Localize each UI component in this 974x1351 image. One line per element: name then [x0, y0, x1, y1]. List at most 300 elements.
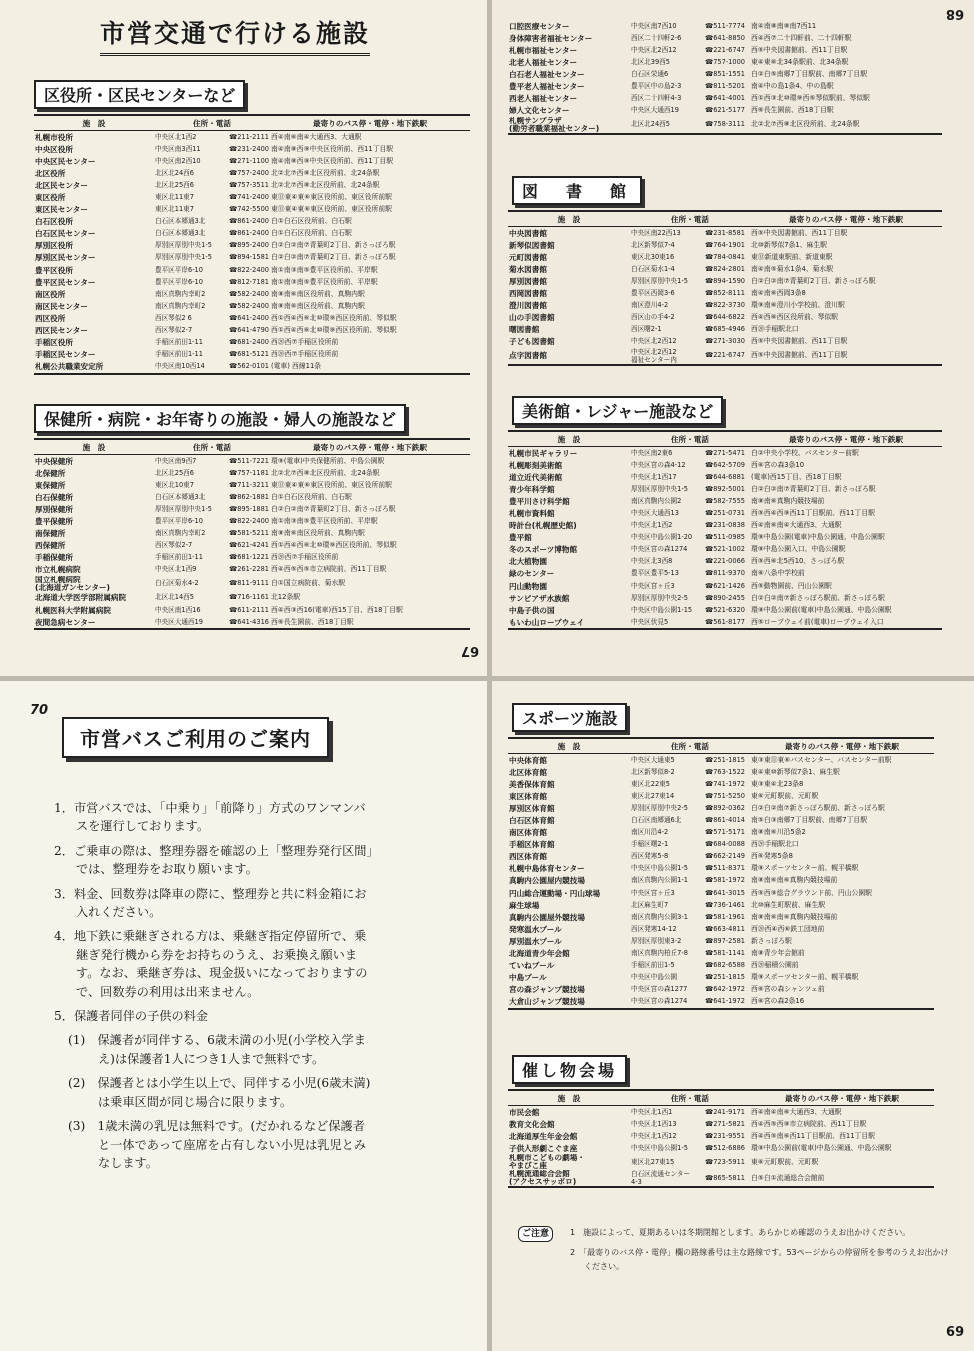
nearest-stops: 西⑤動物園前、円山公園駅 [751, 581, 832, 590]
guide-title: 市営バスご利用のご案内 [62, 717, 329, 758]
col-station: 最寄りのバス停・電停・地下鉄駅 [270, 115, 470, 131]
phone: ☎251-1815 [705, 973, 745, 982]
col-address: 住所・電話 [154, 439, 270, 455]
phone: ☎261-2281 [229, 565, 269, 574]
table-row [508, 972, 934, 984]
address: 厚別区厚別中央1-5 [631, 484, 688, 493]
phone: ☎681-5121 [229, 350, 269, 359]
phone: ☎892-5001 [705, 484, 745, 493]
address: 北区北24西6 [155, 168, 194, 177]
facility-name: 白石保健所 [35, 492, 73, 502]
table-row [508, 935, 934, 947]
facility-name: 西区役所 [35, 313, 66, 323]
facility-table [508, 1089, 934, 1188]
facility-name: 時計台(札幌歴史館) [509, 521, 577, 531]
address: 西区二十四軒4-3 [631, 94, 682, 103]
nearest-stops: 南①南③南⑤豊平区役所前、平岸駅 [271, 277, 378, 286]
address: 南区真駒内柏丘7-8 [631, 949, 688, 958]
nearest-stops: 北②北⑦西⑧北区役所前、北24条駅 [271, 468, 380, 477]
table-row [508, 580, 942, 592]
nearest-stops: 環⑨(電車)中央保健所前、中島公園駅 [271, 456, 385, 465]
address: 中央区大通西19 [154, 616, 228, 629]
nearest-stops: 北12条駅 [271, 593, 301, 602]
address: 南区真駒内公園3-1 [631, 912, 688, 921]
nearest-stops: 南⑧南⑥南区役所前、真駒内駅 [271, 289, 365, 298]
address: 中央区宮の森1274 [631, 545, 688, 554]
facility-name: 豊平老人福祉センター [509, 82, 585, 92]
address: 中央区南7西10 [631, 21, 677, 30]
nearest-stops: 東⑪新道東駅前、新道東駅 [751, 252, 833, 261]
table-row [508, 948, 934, 960]
phone: ☎221-6747 [705, 45, 745, 54]
phone: ☎741-1972 [705, 779, 745, 788]
table-row [508, 495, 942, 507]
guide-item: 5．保護者同伴の子供の料金 [54, 1009, 209, 1024]
phone: ☎521-1002 [705, 545, 745, 554]
nearest-stops: 東④東⑥北34条駅前、北34条駅 [751, 57, 849, 66]
facility-name: 山の手図書館 [509, 313, 555, 323]
phone: ☎663-4811 [705, 924, 745, 933]
address: 豊平区平岸6-10 [155, 517, 203, 526]
table-row [508, 336, 942, 348]
phone: ☎681-2400 [229, 338, 269, 347]
nearest-stops: 南⑧青少年会館前 [751, 949, 805, 958]
table-header [34, 439, 470, 455]
address: 北区麻生町7 [631, 900, 669, 909]
address: 中央区中島公園 [631, 973, 678, 982]
facility-table [508, 430, 942, 630]
section-welfare [492, 14, 974, 135]
table-row [508, 568, 942, 580]
phone: ☎822-3730 [705, 301, 745, 310]
facility-name: 札幌市こどもの劇場・ やまびこ座 [509, 1154, 585, 1171]
table-row [508, 20, 942, 32]
table-row [508, 899, 934, 911]
col-address: 住所・電話 [630, 1090, 750, 1106]
address: 中央区南10西14 [154, 361, 228, 374]
address: 北区北25西6 [155, 180, 194, 189]
table-row [508, 483, 942, 495]
phone: ☎751-5250 [705, 791, 745, 800]
phone: ☎784-0841 [705, 252, 745, 261]
address: 白石区本郷通3北 [155, 217, 206, 226]
table-row [508, 790, 934, 802]
phone: ☎251-0731 [705, 509, 745, 518]
phone: ☎241-9171 [705, 1107, 745, 1116]
nearest-stops: 西⑤西⑨総合グラウンド前、円山公園駅 [751, 888, 872, 897]
nearest-stops: 白②白②南⑦青葉町2丁目、新さっぽろ駅 [271, 241, 396, 250]
table-row [34, 361, 470, 374]
phone: ☎581-1972 [705, 876, 745, 885]
address: 白石区本郷通3北 [155, 229, 206, 238]
table-row [508, 312, 942, 324]
table-row [34, 528, 470, 540]
col-station: 最寄りのバス停・電停・地下鉄駅 [750, 431, 942, 447]
phone: ☎736-1461 [705, 900, 745, 909]
phone: ☎642-1972 [705, 985, 745, 994]
address: 白石区菊水4-2 [155, 579, 199, 588]
facility-name: 中央体育館 [509, 755, 547, 765]
table-row [508, 592, 942, 604]
table-row [508, 802, 934, 814]
phone: ☎571-5171 [705, 828, 745, 837]
address: 手稲区前田1-11 [155, 350, 203, 359]
facility-table [508, 20, 942, 135]
page-number: 70 [30, 703, 49, 718]
nearest-stops: 西⑳手稲駅北口 [751, 325, 799, 334]
phone: ☎521-6320 [705, 605, 745, 614]
notice [518, 1226, 950, 1280]
nearest-stops: 東③東⑪東⑥バスセンター、バスセンター前駅 [751, 755, 892, 764]
nearest-stops: 南④中の島1条4、中の島駅 [751, 82, 834, 91]
address: 中央区中島公園1-15 [631, 605, 693, 614]
phone: ☎641-4790 [229, 326, 269, 335]
phone: ☎511-0985 [705, 533, 745, 542]
col-station: 最寄りのバス停・電停・地下鉄駅 [750, 738, 934, 754]
address: 中央区中島公園1-20 [631, 533, 693, 542]
address: 中央区宮の森1274 [630, 996, 704, 1009]
col-address: 住所・電話 [154, 115, 270, 131]
facility-name: 厚別保健所 [35, 504, 73, 514]
facility-name: 手稲区民センター [35, 350, 96, 360]
table-row [508, 93, 942, 105]
table-header [34, 115, 470, 131]
phone: ☎641-1972 [704, 996, 750, 1009]
facility-name: 東区体育館 [509, 791, 547, 801]
col-facility: 施 設 [508, 211, 630, 227]
phone: ☎231-9551 [705, 1131, 745, 1140]
address: 南区真駒内幸町2 [155, 289, 206, 298]
phone: ☎582-7555 [705, 496, 745, 505]
notice-item: 1 施設によって、夏期あるいは冬期閉館とします。あらかじめ確認のうえお出かけください。 [570, 1228, 911, 1237]
nearest-stops: 北②北⑦西⑧北区役所前、北24条駅 [750, 117, 942, 134]
page-bottom-left [0, 681, 487, 1351]
guide-text [54, 799, 374, 1178]
facility-name: 発寒温水プール [509, 924, 562, 934]
nearest-stops: 東⑥元町駅前、元町駅 [751, 791, 819, 800]
facility-name: 厚別区民センター [35, 253, 96, 263]
notice-label: ご注意 [518, 1226, 553, 1242]
facility-name: 中島子供の国 [509, 605, 555, 615]
table-header [508, 431, 942, 447]
facility-name: 夜間急病センター [34, 616, 154, 629]
nearest-stops: 南⑧南⑥南⑥真駒内競技場前 [751, 876, 838, 885]
address: 中央区大通西19 [631, 106, 679, 115]
table-row [34, 155, 470, 167]
address: 豊平区平岸6-10 [155, 277, 203, 286]
table-row [34, 288, 470, 300]
address: 東区北22東5 [631, 779, 670, 788]
phone: ☎581-1961 [705, 912, 745, 921]
page-top-left [0, 0, 487, 676]
phone: ☎641-8850 [705, 33, 745, 42]
page-bottom-right [492, 681, 974, 1351]
section-title: 保健所・病院・お年寄りの施設・婦人の施設など [34, 404, 406, 433]
address: 厚別区厚別東3-2 [631, 936, 682, 945]
table-row [508, 766, 934, 778]
table-row [34, 540, 470, 552]
address: 中央区大通東5 [631, 755, 675, 764]
address: 中央区南2西10 [155, 156, 201, 165]
phone: ☎742-5500 [229, 205, 269, 214]
nearest-stops: 環⑨中島公園入口、中島公園駅 [751, 545, 846, 554]
phone: ☎852-8111 [705, 289, 745, 298]
phone: ☎764-1901 [705, 240, 745, 249]
table-row [34, 592, 470, 604]
phone: ☎861-2400 [229, 229, 269, 238]
facility-name: 札幌市福祉センター [509, 45, 578, 55]
address: 北区北14西5 [155, 593, 194, 602]
table-row [508, 239, 942, 251]
facility-name: 北老人福祉センター [509, 57, 578, 67]
section-ward-offices [0, 80, 487, 375]
nearest-stops: 環⑨南⑥澄川小学校前、澄川駅 [751, 301, 845, 310]
facility-name: 中央区役所 [35, 144, 73, 154]
phone: ☎642-5709 [705, 460, 745, 469]
col-station: 最寄りのバス停・電停・地下鉄駅 [750, 211, 942, 227]
address: 中央区北1西9 [155, 565, 197, 574]
facility-name: 札幌中島体育センター [509, 864, 585, 874]
section-title: 催し物会場 [512, 1055, 627, 1084]
facility-table [508, 737, 934, 1010]
nearest-stops: 新さっぽろ駅 [751, 936, 792, 945]
nearest-stops: 西⑥長生園前、西18丁目駅 [751, 106, 834, 115]
address: 中央区北3西8 [631, 557, 673, 566]
phone: ☎890-2455 [705, 593, 745, 602]
facility-name: 南区体育館 [509, 828, 547, 838]
table-row [508, 263, 942, 275]
nearest-stops: 南④南⑤菊水1条4、菊水駅 [751, 264, 834, 273]
table-row [34, 349, 470, 361]
col-address: 住所・電話 [630, 211, 750, 227]
address: 厚別区厚別中央1-5 [155, 253, 212, 262]
table-row [508, 275, 942, 287]
nearest-stops: 西⑤西④西⑨西11丁目駅前、西11丁目駅 [751, 509, 875, 518]
section-sports [492, 703, 974, 1010]
table-row [508, 875, 934, 887]
nearest-stops: 東⑥元町駅前、元町駅 [751, 1157, 819, 1166]
nearest-stops: 白②白⑤南郷7丁目駅前、南郷7丁目駅 [751, 69, 867, 78]
table-row [34, 455, 470, 468]
col-station: 最寄りのバス停・電停・地下鉄駅 [270, 439, 470, 455]
phone: ☎685-4946 [705, 325, 745, 334]
facility-name: 澄川図書館 [509, 301, 547, 311]
address: 中央区南1西16 [155, 605, 201, 614]
facility-name: 中央図書館 [509, 228, 547, 238]
table-row [508, 911, 934, 923]
phone: ☎811-9111 [229, 579, 269, 588]
table-row [34, 467, 470, 479]
facility-name: 札幌サンプラザ (勤労者職業福祉センター) [508, 117, 630, 134]
facility-name: 北区民センター [35, 180, 88, 190]
address: 中央区中島公園1-5 [631, 1143, 688, 1152]
facility-table [508, 210, 942, 366]
address: 北区北25西6 [155, 468, 194, 477]
table-row [34, 252, 470, 264]
facility-name: 西区民センター [35, 326, 88, 336]
nearest-stops: (電車)西15丁目、西18丁目駅 [751, 472, 842, 481]
address: 厚別区厚別中央1-5 [631, 276, 688, 285]
col-facility: 施 設 [34, 115, 154, 131]
nearest-stops: 環⑨中島公園前(電車)中島公園通、中島公園駅 [751, 605, 892, 614]
nearest-stops: 南⑧南⑥南⑥真駒内競技場前 [751, 912, 838, 921]
address: 手稲区前田1-5 [631, 961, 675, 970]
address: 中央区宮の森4-12 [631, 460, 686, 469]
table-row [508, 227, 942, 240]
facility-name: 真駒内公園屋内競技場 [509, 876, 585, 886]
phone: ☎271-1100 [229, 156, 269, 165]
nearest-stops: 西①西④西⑥北⑩環⑨西区役所前、琴似駅 [271, 313, 397, 322]
nearest-stops: 南⑥八条中学校前 [751, 569, 805, 578]
phone: ☎582-2400 [229, 301, 269, 310]
phone: ☎231-8581 [705, 228, 745, 237]
table-row [34, 179, 470, 191]
address: 中央区伏見5 [630, 616, 704, 629]
col-facility: 施 設 [508, 1090, 630, 1106]
facility-name: 豊平川さけ科学館 [509, 496, 570, 506]
table-row [34, 616, 470, 629]
address: 西区曙2-1 [631, 325, 662, 334]
facility-name: 北海道厚生年金会館 [509, 1131, 578, 1141]
nearest-stops: 白②白②南⑦青葉町2丁目、新さっぽろ駅 [271, 253, 396, 262]
table-row [508, 1154, 934, 1170]
table-row [34, 143, 470, 155]
phone: ☎621-4241 [229, 541, 269, 550]
phone: ☎682-6588 [705, 961, 745, 970]
facility-name: 厚別図書館 [509, 276, 547, 286]
table-row [34, 515, 470, 527]
facility-name: 豊平区役所 [35, 265, 73, 275]
address: 北区新琴似7-4 [631, 240, 675, 249]
facility-name: サンピアザ水族館 [509, 593, 570, 603]
facility-name: 冬のスポーツ博物館 [509, 545, 578, 555]
table-row [508, 44, 942, 56]
address: 中央区南3西11 [155, 144, 201, 153]
table-row [34, 228, 470, 240]
facility-name: ていねプール [509, 961, 555, 971]
nearest-stops: 白②白②南⑦青葉町2丁目、新さっぽろ駅 [751, 484, 876, 493]
nearest-stops: 西⑤中央図書館前、西11丁目駅 [751, 337, 848, 346]
table-row [508, 507, 942, 519]
address: 西区発寒5-8 [631, 852, 669, 861]
phone: ☎811-9370 [705, 569, 745, 578]
table-row [34, 312, 470, 324]
nearest-stops: 西⑤ロープウェイ前(電車)ロープウェイ入口 [750, 616, 942, 629]
phone: ☎211-2111 [229, 132, 269, 141]
col-facility: 施 設 [508, 431, 630, 447]
page-title: 市営交通で行ける施設 [100, 14, 370, 56]
table-row [508, 839, 934, 851]
facility-name: 中央保健所 [35, 456, 73, 466]
nearest-stops: 西⑳西⑦手稲区役所前 [271, 553, 339, 562]
table-row [34, 191, 470, 203]
facility-name: 点字図書館 [508, 348, 630, 365]
nearest-stops: 西①西④西⑥北⑩環⑨西区役所前、琴似駅 [271, 326, 397, 335]
nearest-stops: 西④西⑥西区役所前、琴似駅 [751, 313, 838, 322]
table-row [508, 324, 942, 336]
facility-name: 青少年科学館 [509, 484, 555, 494]
col-facility: 施 設 [34, 439, 154, 455]
facility-name: 教育文化会館 [509, 1119, 555, 1129]
address: 中央区北2西12 [631, 45, 677, 54]
facility-name: 南区役所 [35, 289, 66, 299]
phone: ☎221-6747 [704, 348, 750, 365]
table-row [34, 604, 470, 616]
section-health [0, 404, 487, 630]
guide-item: 1．市営バスでは、「中乗り」「前降り」方式のワンマンバスを運行しております。 [54, 801, 366, 834]
address: 豊平区西岡3-6 [631, 289, 675, 298]
nearest-stops: 西④西⑤西⑤市立病院前、西11丁目駅 [271, 565, 387, 574]
phone: ☎757-3511 [229, 180, 269, 189]
phone: ☎641-2400 [229, 313, 269, 322]
address: 西区琴似2-7 [155, 326, 193, 335]
table-row [508, 520, 942, 532]
address: 手稲区前田1-11 [155, 553, 203, 562]
guide-subitem: (3) 1歳未満の乳児は無料です。(だかれるなど保護者と一体であって座席を占有しない小児は乳児とみなします。 [68, 1119, 367, 1170]
nearest-stops: 西⑥宮の森2条16 [750, 996, 934, 1009]
facility-name: 東保健所 [35, 480, 66, 490]
nearest-stops: 南④南⑧南⑧南7西11 [751, 21, 817, 30]
facility-name: 手稲保健所 [35, 553, 73, 563]
table-row [508, 1142, 934, 1154]
facility-name: 白石区民センター [35, 229, 96, 239]
phone: ☎511-7774 [705, 21, 745, 30]
facility-name: 豊平区民センター [35, 277, 96, 287]
phone: ☎757-1181 [229, 468, 269, 477]
address: 西区発寒14-12 [631, 924, 677, 933]
phone: ☎581-1141 [705, 949, 745, 958]
table-header [508, 1090, 934, 1106]
address: 豊平区平岸6-10 [155, 265, 203, 274]
section-event-venues [492, 1055, 974, 1188]
address: 厚別区厚別中央2-5 [631, 803, 688, 812]
section-title: 区役所・区民センターなど [34, 80, 245, 109]
phone: ☎824-2801 [705, 264, 745, 273]
address: 北区北39西5 [631, 57, 670, 66]
facility-name: 元町図書館 [509, 252, 547, 262]
table-row [508, 251, 942, 263]
guide-subitem: (2) 保護者とは小学生以上で、同伴する小児(6歳未満)は乗車区間が同じ場合に限ります。 [68, 1076, 371, 1109]
table-row [508, 616, 942, 629]
facility-name: 厚別温水プール [509, 936, 562, 946]
nearest-stops: 白②白②南⑦青葉町2丁目、新さっぽろ駅 [751, 276, 876, 285]
address: 西区琴似2-7 [155, 541, 193, 550]
address: 南区川沿4-2 [631, 828, 669, 837]
nearest-stops: 西①西④西⑥北⑩環⑨西区役所前、琴似駅 [271, 541, 397, 550]
facility-name: 札幌流通総合会館 (アクセスサッポロ) [508, 1170, 630, 1187]
phone: ☎662-2149 [705, 852, 745, 861]
facility-name: 西老人福祉センター [509, 94, 578, 104]
facility-name: 市立札幌病院 [35, 565, 81, 575]
facility-name: 道立近代美術館 [509, 472, 563, 482]
table-row [508, 459, 942, 471]
address: 中央区北2西12 福祉センター内 [630, 348, 704, 365]
phone: ☎861-4014 [705, 816, 745, 825]
facility-name: もいわ山ロープウェイ [508, 616, 630, 629]
table-row [34, 337, 470, 349]
nearest-stops: 東⑪東④東⑥東区役所前、東区役所前駅 [271, 193, 392, 202]
notice-item: 2 「最寄りのバス停・電停」欄の路線番号は主な路線です。53ページからの停留所を参考のうえお出かけください。 [570, 1248, 949, 1271]
nearest-stops: 西④南⑥南④大通西3、大通駅 [271, 132, 362, 141]
phone: ☎231-0838 [705, 521, 745, 530]
facility-name: 豊平保健所 [35, 517, 73, 527]
phone: ☎757-2400 [229, 168, 269, 177]
nearest-stops: 北⑩新琴似7条1、麻生駅 [751, 240, 827, 249]
address: 厚別区厚別中央1-5 [155, 504, 212, 513]
phone: ☎811-5201 [705, 82, 745, 91]
guide-item: 4．地下鉄に乗継ぎされる方は、乗継ぎ指定停留所で、乗継ぎ発行機から券をお持ちのうえ、お乗換え願います。なお、乗継ぎ券は、現金扱いになっておりますので、回数券の利用は出来ません。 [54, 929, 368, 999]
nearest-stops: 白①白石区役所前、白石駅 [271, 217, 352, 226]
